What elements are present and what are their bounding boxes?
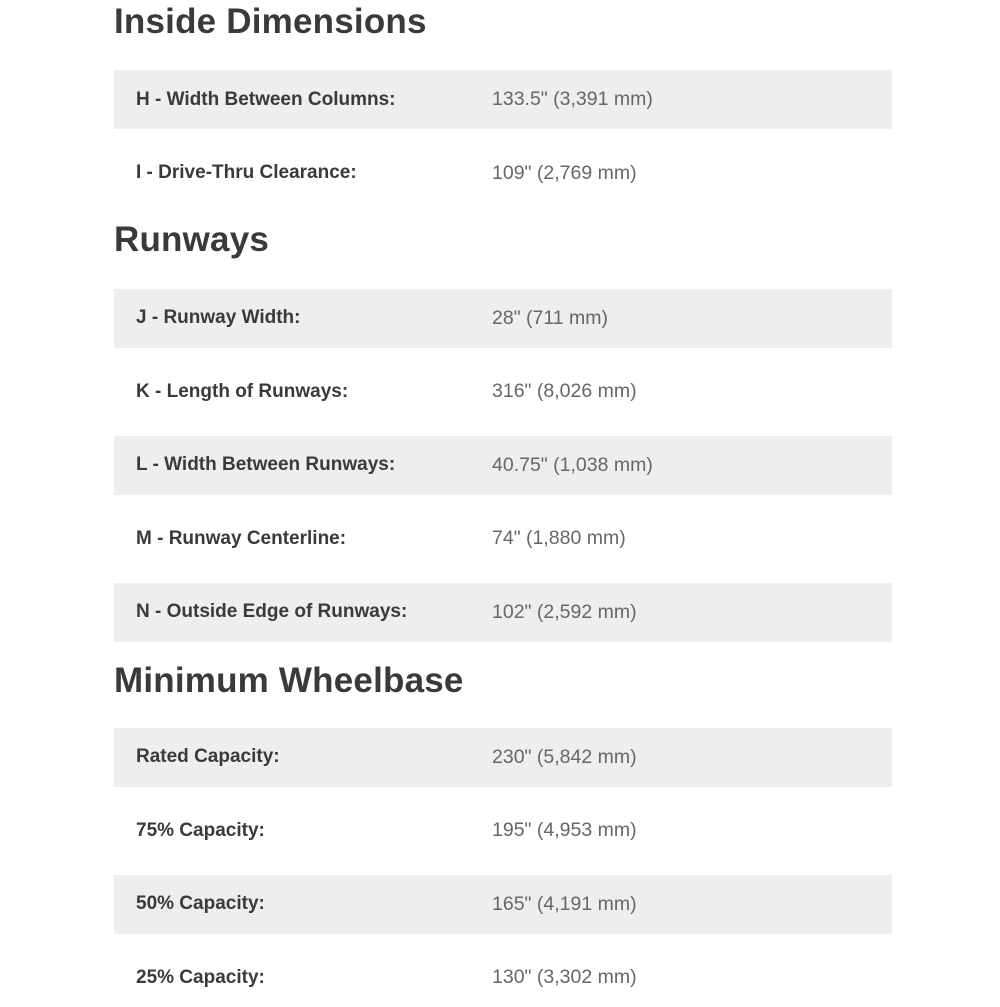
spec-label: J - Runway Width:	[114, 307, 492, 329]
table-row	[114, 583, 892, 642]
section-title-runways: Runways	[114, 220, 892, 260]
table-row	[114, 801, 892, 860]
spec-value: 102" (2,592 mm)	[492, 601, 637, 624]
spec-value: 230" (5,842 mm)	[492, 746, 637, 769]
spec-value: 133.5" (3,391 mm)	[492, 88, 653, 111]
spec-label: 75% Capacity:	[114, 820, 492, 842]
table-row	[114, 436, 892, 495]
spec-label: L - Width Between Runways:	[114, 454, 492, 476]
table-row	[114, 509, 892, 568]
spec-label: 50% Capacity:	[114, 893, 492, 915]
spec-value: 130" (3,302 mm)	[492, 966, 637, 989]
inside-dimensions-table	[114, 70, 892, 203]
table-row	[114, 948, 892, 1007]
minimum-wheelbase-table	[114, 728, 892, 1007]
spec-value: 165" (4,191 mm)	[492, 893, 637, 916]
spec-label: K - Length of Runways:	[114, 381, 492, 403]
section-title-minimum-wheelbase: Minimum Wheelbase	[114, 661, 892, 701]
table-row	[114, 875, 892, 934]
spec-value: 28" (711 mm)	[492, 307, 608, 330]
spec-value: 316" (8,026 mm)	[492, 380, 637, 403]
spec-label: N - Outside Edge of Runways:	[114, 601, 492, 623]
runways-table	[114, 289, 892, 642]
spec-sheet	[114, 0, 892, 1007]
spec-label: M - Runway Centerline:	[114, 528, 492, 550]
spec-label: 25% Capacity:	[114, 967, 492, 989]
table-row	[114, 289, 892, 348]
section-title-inside-dimensions: Inside Dimensions	[114, 2, 892, 42]
spec-value: 40.75" (1,038 mm)	[492, 454, 653, 477]
table-row	[114, 362, 892, 421]
spec-label: I - Drive-Thru Clearance:	[114, 162, 492, 184]
spec-label: Rated Capacity:	[114, 746, 492, 768]
spec-label: H - Width Between Columns:	[114, 89, 492, 111]
spec-value: 109" (2,769 mm)	[492, 162, 637, 185]
table-row	[114, 144, 892, 203]
spec-value: 195" (4,953 mm)	[492, 819, 637, 842]
spec-value: 74" (1,880 mm)	[492, 527, 626, 550]
table-row	[114, 728, 892, 787]
table-row	[114, 70, 892, 129]
